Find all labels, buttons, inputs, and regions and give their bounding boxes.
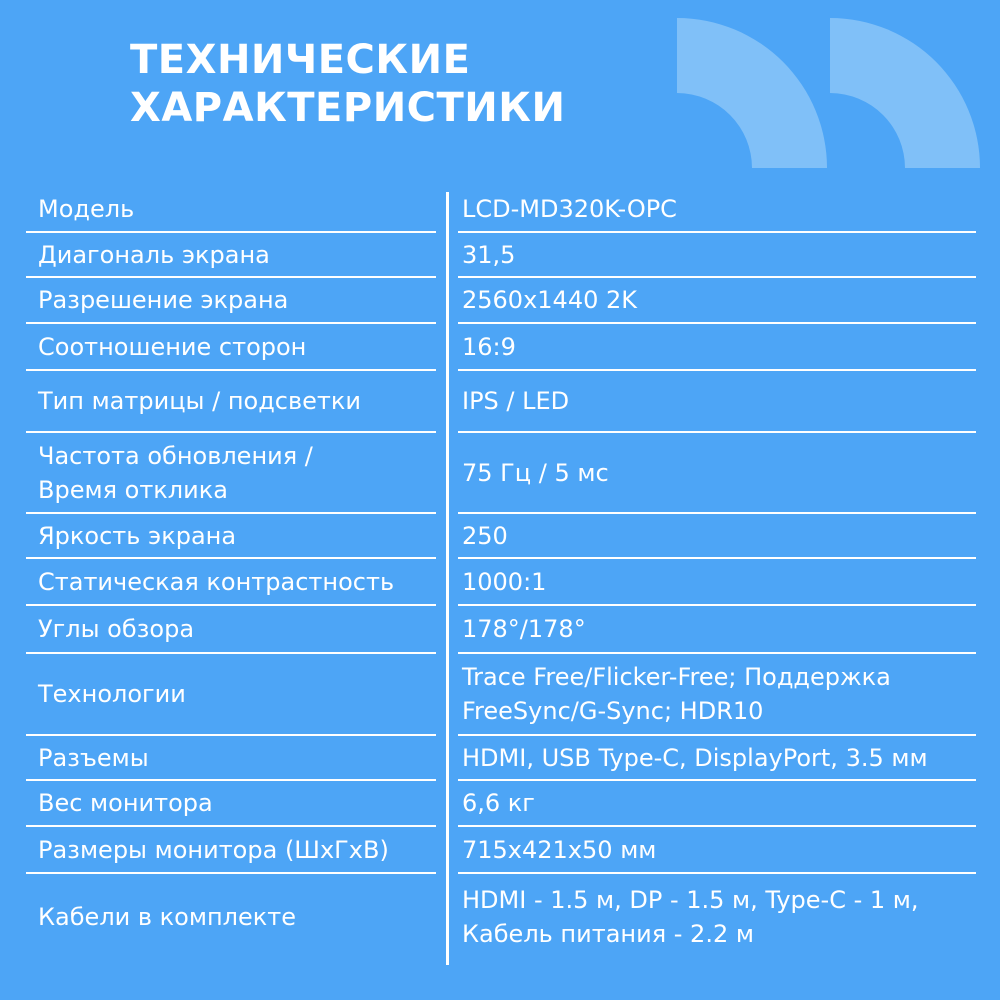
- spec-label-line: Яркость экрана: [38, 521, 237, 550]
- page-title: [130, 36, 565, 132]
- spec-label-line: Модель: [38, 194, 135, 223]
- spec-label-line: Разрешение экрана: [38, 286, 289, 314]
- spec-value-line: 2560x1440 2K: [462, 286, 637, 314]
- spec-value-line: 1000:1: [462, 567, 547, 596]
- title-line-2: ХАРАКТЕРИСТИКИ: [130, 85, 566, 131]
- table-row: [26, 432, 976, 513]
- spec-label: [38, 370, 438, 432]
- spec-label-line: Частота обновления /: [38, 441, 313, 470]
- spec-label-line: Статическая контрастность: [38, 567, 395, 596]
- spec-label: [38, 432, 438, 513]
- spec-label-line: Размеры монитора (ШхГхВ): [38, 835, 389, 864]
- table-row: [26, 185, 976, 232]
- spec-label-line: Соотношение сторон: [38, 332, 307, 361]
- spec-value: [462, 873, 982, 961]
- quote-mark-left: [677, 18, 827, 168]
- spec-value: [462, 432, 982, 513]
- spec-value-line: FreeSync/G-Sync; HDR10: [462, 697, 764, 725]
- spec-value-line: HDMI - 1.5 м, DP - 1.5 м, Type-C - 1 м,: [462, 886, 919, 914]
- spec-label-line: Углы обзора: [38, 615, 195, 643]
- spec-label-line: Разъемы: [38, 743, 149, 772]
- spec-label: [38, 558, 438, 605]
- spec-value: [462, 185, 982, 232]
- spec-label: [38, 323, 438, 370]
- spec-label-line: Вес монитора: [38, 789, 213, 817]
- spec-label: [38, 873, 438, 961]
- spec-value-line: 715x421x50 мм: [462, 835, 657, 864]
- spec-label: [38, 605, 438, 653]
- spec-label: [38, 780, 438, 826]
- spec-value-line: 250: [462, 521, 508, 550]
- spec-value-line: 75 Гц / 5 мс: [462, 458, 609, 487]
- spec-value-line: 6,6 кг: [462, 789, 535, 817]
- table-row: [26, 873, 976, 961]
- spec-value-line: 31,5: [462, 240, 516, 269]
- spec-value: [462, 605, 982, 653]
- table-row: [26, 232, 976, 277]
- spec-value: [462, 513, 982, 558]
- spec-label: [38, 232, 438, 277]
- table-row: [26, 605, 976, 653]
- spec-value: [462, 826, 982, 873]
- spec-label: [38, 513, 438, 558]
- spec-label: [38, 826, 438, 873]
- table-row: [26, 780, 976, 826]
- table-row: [26, 513, 976, 558]
- spec-value-line: LCD-MD320K-OPC: [462, 194, 677, 223]
- spec-label-line: Диагональ экрана: [38, 240, 270, 269]
- spec-value: [462, 370, 982, 432]
- spec-label: [38, 735, 438, 780]
- table-row: [26, 653, 976, 735]
- title-line-1: ТЕХНИЧЕСКИЕ: [130, 37, 471, 83]
- quote-mark-right: [830, 18, 980, 168]
- spec-label-line: Кабели в комплекте: [38, 903, 296, 931]
- spec-value-line: Кабель питания - 2.2 м: [462, 920, 754, 948]
- table-row: [26, 323, 976, 370]
- spec-value: [462, 653, 982, 735]
- spec-value-line: HDMI, USB Type-C, DisplayPort, 3.5 мм: [462, 743, 928, 772]
- table-row: [26, 826, 976, 873]
- spec-value: [462, 232, 982, 277]
- table-row: [26, 370, 976, 432]
- spec-value-line: Trace Free/Flicker-Free; Поддержка: [462, 663, 891, 691]
- table-row: [26, 735, 976, 780]
- spec-label: [38, 185, 438, 232]
- spec-value: [462, 780, 982, 826]
- spec-value: [462, 323, 982, 370]
- spec-label-line: Тип матрицы / подсветки: [38, 387, 361, 415]
- spec-label: [38, 653, 438, 735]
- spec-value-line: 16:9: [462, 332, 516, 361]
- spec-value: [462, 558, 982, 605]
- spec-value: [462, 735, 982, 780]
- spec-value-line: IPS / LED: [462, 387, 570, 415]
- spec-label-line: Технологии: [38, 680, 186, 708]
- spec-label-line: Время отклика: [38, 475, 228, 504]
- spec-value-line: 178°/178°: [462, 615, 586, 643]
- table-row: [26, 277, 976, 323]
- spec-value: [462, 277, 982, 323]
- spec-label: [38, 277, 438, 323]
- table-row: [26, 558, 976, 605]
